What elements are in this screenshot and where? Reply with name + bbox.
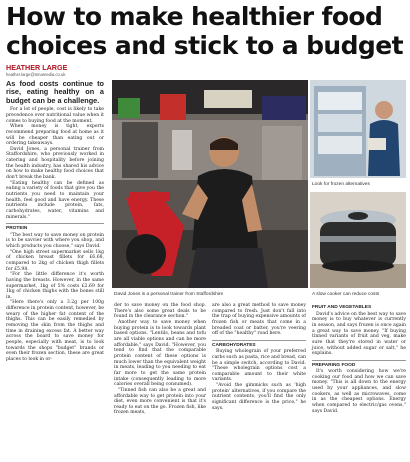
main-photo-caption: David Jones is a personal trainer from Staffordshire: [114, 292, 224, 297]
col2-para-1: der to save money on the food shop. There's also some great deals to be found in the clearance section.": [114, 303, 206, 320]
byline: HEATHER LARGE: [6, 63, 68, 72]
frozen-aisle-image: [310, 80, 406, 178]
frozen-photo-caption: Look for frozen alternatives: [312, 182, 370, 187]
frozen-photo: [310, 80, 406, 178]
headline: How to make healthier food choices and stick to a budget: [6, 2, 403, 60]
preparing-food-heading: PREPARING FOOD: [312, 362, 356, 368]
slow-cooker-photo: [310, 192, 406, 288]
carbs-heading: CARBOHYDRATES: [212, 342, 256, 348]
col1-para-4: "Eating healthy can be defined as eating a variety of foods that give you the nutrients you need to maintain your health, feel good and have energy. These nutrients include protein, fats, carbohydrates, water, vitamins and minerals.": [6, 180, 104, 220]
col1-para-2: When money is tight, experts recommend preparing food at home as it will be cheaper than eating out or ordering takeaways.: [6, 124, 104, 147]
column-4: [312, 303, 406, 414]
gym-photo-image: [112, 80, 308, 288]
author-email: heather.large@mnamedia.co.uk: [6, 72, 66, 77]
divider: [212, 340, 306, 341]
intro-text: As food costs continue to rise, eating healthy on a budget can be a challenge.: [6, 79, 104, 105]
divider: [6, 223, 104, 224]
col2-para-3: "Tinned fish can also be a great and affordable way to get protein into your diet, even more convenient is that it's ready to eat on the go. Frozen fish, like frozen meats,: [114, 387, 206, 416]
protein-para-4: "Here there's only a 3.2g per 100g difference in protein content, however, be weary of the higher fat content of the thighs. This can be easily remedied by removing the skin from the thighs and time in draining excess fat. A better way across the board to save money for people, especially with meat, is to look towards the shops "budget" brands or even their frozen section, these are great places to look in or-: [6, 300, 104, 363]
protein-para-3: "For the little difference it's worth having the breasts. However, in the same supermarket, 1kg of 5% costs £2.69 for 1kg of chicken thighs with the bones still in.: [6, 272, 104, 300]
col3-para-1: are also a great method to save money compared to fresh. Just don't fall into the trap of buying expensive amounts of frozen fish or meats that come in a breaded coat or batter, you're veering off of the "healthy" road here.: [212, 303, 306, 337]
column-1: [6, 80, 104, 363]
fruit-veg-heading: FRUIT AND VEGETABLES: [312, 305, 372, 310]
slow-cooker-image: [310, 192, 406, 288]
column-3: [212, 303, 306, 411]
protein-para-1: "The best way to save money on protein is to be savvier with where you shop, and which products you choose," says David.: [6, 232, 104, 249]
divider: [312, 360, 406, 361]
carbs-para-1: Buying wholegrain of your preferred carbs such as pasta, rice and bread, can be a simple switch, according to David. "These wholegrain options cost a comparable amount to their white variants.: [212, 349, 306, 383]
preparing-food-para-1: It's worth considering how we're cooking our food and how we can save money. "This is all down to the energy used by your appliances, and slow cookers, as well as microwaves, come in as the cheapest options. Energy when compared to electric/gas ovens," says David.: [312, 369, 406, 414]
slow-cooker-caption: A slow cooker can reduce costs: [312, 292, 380, 297]
carbs-para-2: "Avoid the gimmicks such as 'high protein' alternatives, if you compare the nutrient contents, you'll find the only significant difference is the price," he says.: [212, 383, 306, 411]
col2-para-2: Another way to save money when buying protein is to look towards plant based options. "Lentils, beans and tofu are all viable options and can be more affordable," says David. "However, you tend to find that the comparable protein content of these options is much lower than the equivalent weight in meats, leading to you needing to eat far more to get the same protein intake (consequently leading to more calories overall being consumed).: [114, 319, 206, 388]
main-photo: [112, 80, 308, 288]
column-2: [114, 303, 206, 416]
protein-para-2: "One high street supermarket sells 1kg of chicken breast fillets for £6.68, compared to 2kg of chicken thigh fillets for £5.98.: [6, 249, 104, 272]
protein-heading: PROTEIN: [6, 225, 28, 231]
col1-para-3: David Jones, a personal trainer from Staffordshire, who previously worked in catering and hospitality before joining the health industry, has shared his advice on how to make healthy food choices that don't break the bank.: [6, 146, 104, 181]
col1-para-1: For a lot of people, cost is likely to take precedence over nutritional value when it comes to buying food at the moment.: [6, 107, 104, 124]
fruit-veg-para-1: David's advice on the best way to save money is to buy whatever is currently in season, and says frozen is once again a great way to save money. "If buying tinned variants of fruit and veg, make sure that they're stored in water or juice, without added sugar or salt," he explains.: [312, 311, 406, 357]
